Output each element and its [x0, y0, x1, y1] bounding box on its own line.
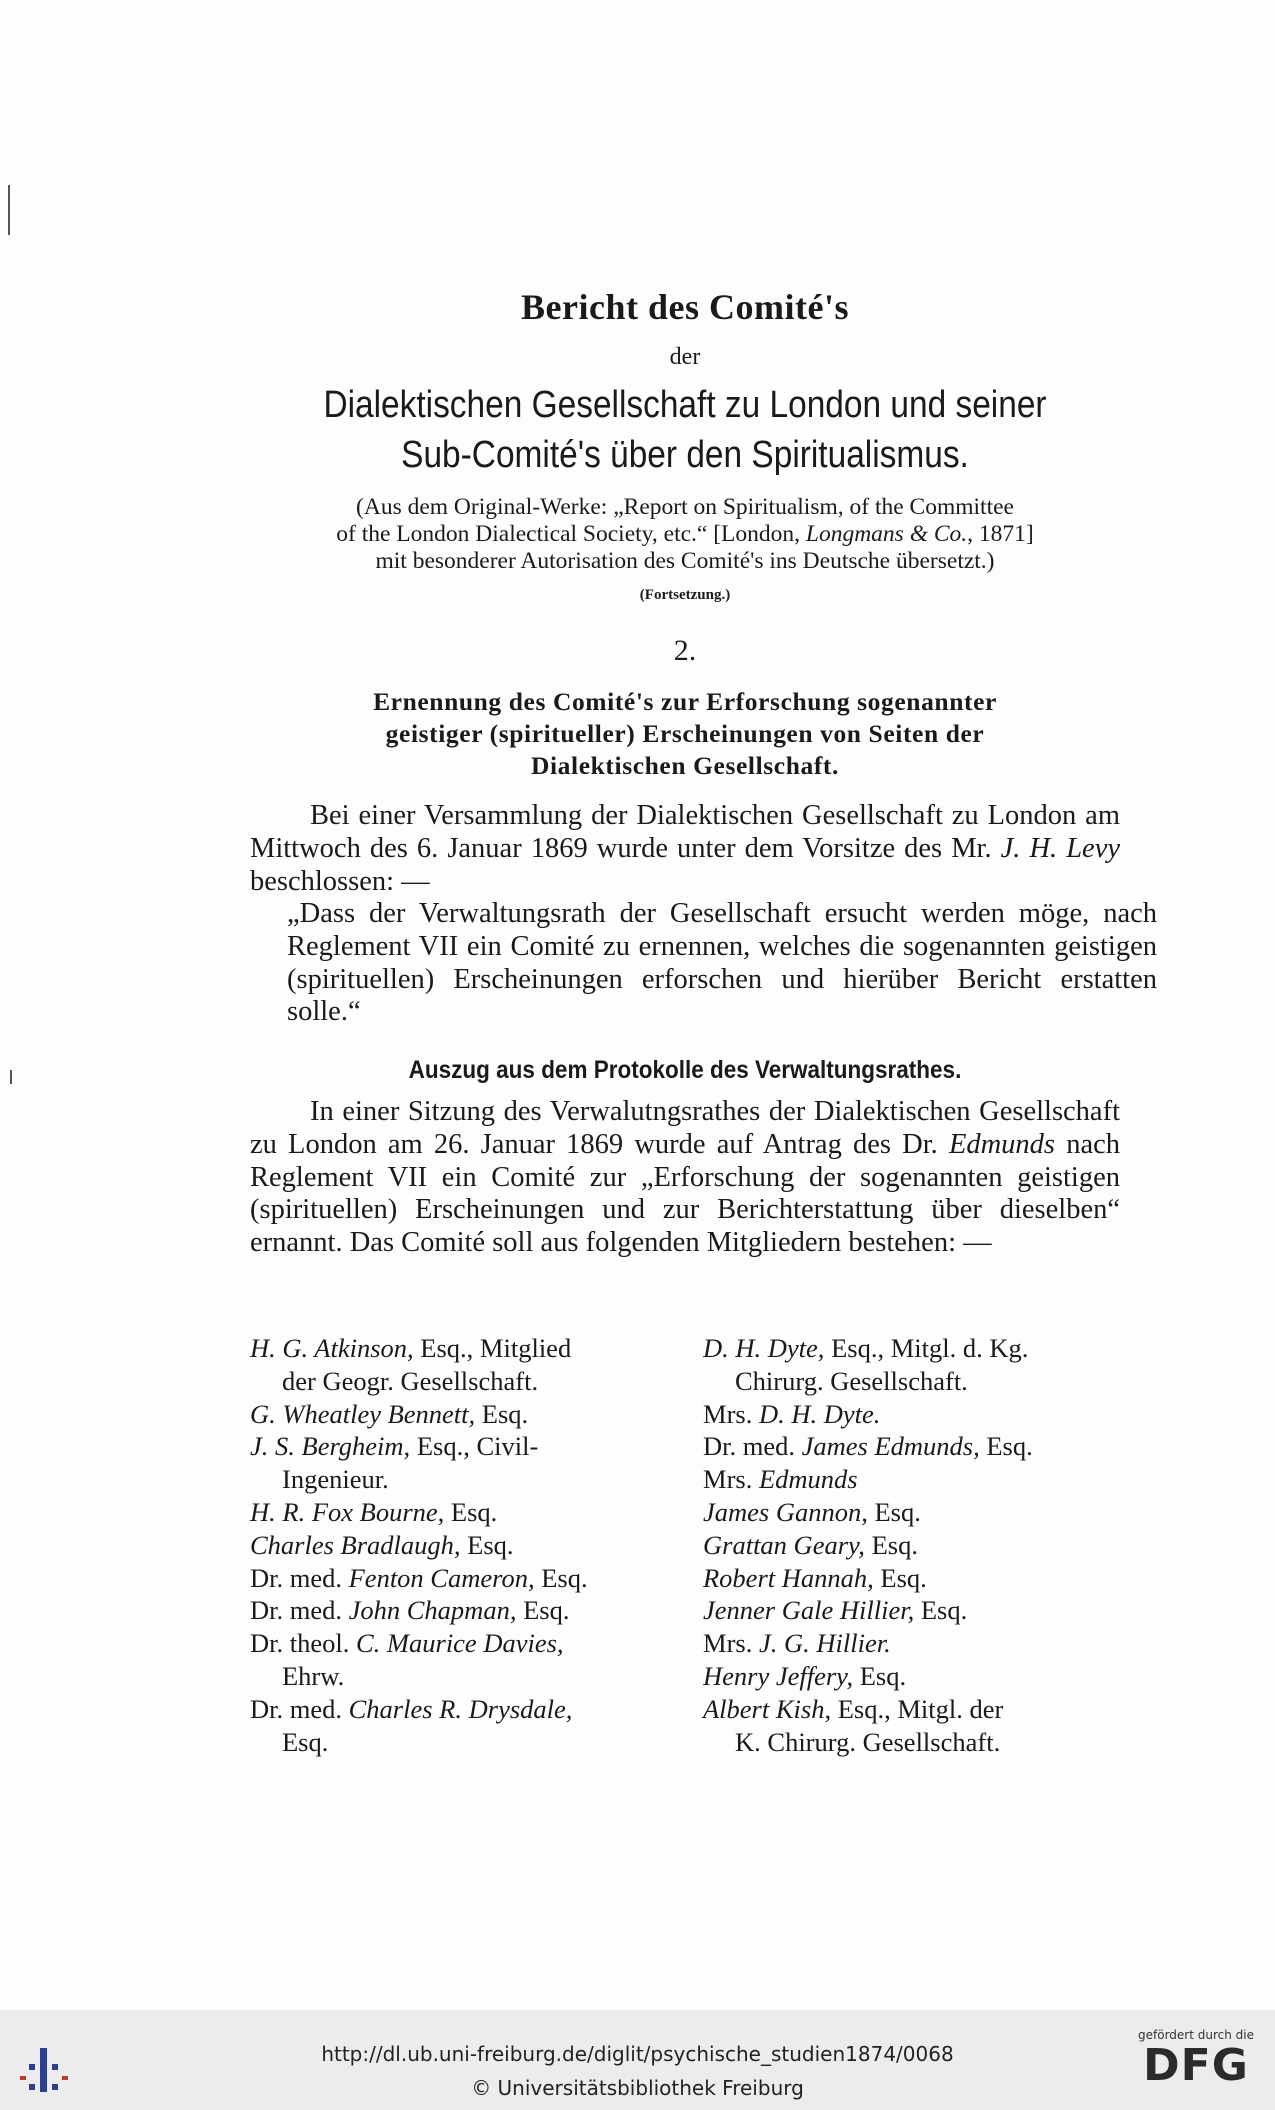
member-entry	[703, 1693, 1133, 1759]
member-suffix: Esq.	[444, 1496, 498, 1527]
scan-edge-mark	[8, 185, 10, 235]
member-name: John Chapman,	[348, 1595, 517, 1626]
member-suffix: Esq.	[534, 1562, 588, 1593]
origin-note	[250, 494, 1120, 575]
member-continuation: Ehrw.	[282, 1660, 345, 1691]
resolution-quote: „Dass der Verwaltungsrath der Gesellschaft ersucht werden möge, nach Reglement VII ein Comité zu ernennen, welches die sogenannten geistigen (spirituellen) Erscheinungen erforschen und hierüber Bericht erstatten solle.“	[287, 898, 1157, 1028]
member-entry	[703, 1594, 1133, 1627]
member-list-right-column	[703, 1332, 1133, 1758]
member-entry	[703, 1529, 1133, 1562]
paragraph-text: Bei einer Versammlung der Dialektischen Gesellschaft zu London am Mittwoch des 6. Januar 1869 wurde unter dem Vorsitze des Mr.	[250, 800, 1120, 864]
publisher-name: Longmans & Co.	[805, 521, 968, 547]
member-name: D. H. Dyte.	[758, 1398, 881, 1429]
member-suffix: Esq.	[979, 1431, 1033, 1462]
member-entry	[250, 1693, 670, 1759]
paragraph-meeting	[250, 800, 1120, 898]
member-entry	[250, 1594, 670, 1627]
funding-text: gefördert durch die	[1138, 2028, 1254, 2042]
member-suffix: Esq.	[873, 1562, 927, 1593]
origin-note-line2	[250, 521, 1120, 548]
member-name: Jenner Gale Hillier,	[703, 1595, 915, 1626]
member-entry	[703, 1398, 1133, 1431]
member-entry	[703, 1463, 1133, 1496]
continuation-note: (Fortsetzung.)	[639, 587, 731, 603]
member-name: Fenton Cameron,	[348, 1562, 535, 1593]
member-entry	[250, 1529, 670, 1562]
dfg-wordmark: DFG	[1143, 2040, 1249, 2091]
paragraph-text: beschlossen: —	[250, 865, 430, 897]
member-name: Charles R. Drysdale,	[348, 1693, 573, 1724]
article-subtitle-line2: Sub-Comité's über den Spiritualismus.	[401, 434, 969, 476]
member-entry	[703, 1627, 1133, 1660]
member-title: Mrs.	[703, 1628, 759, 1659]
member-name: J. S. Bergheim,	[250, 1431, 411, 1462]
member-suffix: Esq.	[460, 1529, 514, 1560]
article-subtitle-line1: Dialektischen Gesellschaft zu London und seiner	[323, 384, 1047, 426]
member-continuation: Ingenieur.	[282, 1464, 389, 1495]
article-title-der: der	[669, 344, 701, 370]
member-entry	[250, 1332, 670, 1398]
member-name: Henry Jeffery,	[703, 1660, 854, 1691]
copyright-notice: © Universitätsbibliothek Freiburg	[471, 2076, 804, 2100]
paragraph-protocol	[250, 1096, 1120, 1260]
origin-note-line3: mit besonderer Autorisation des Comité's ins Deutsche übersetzt.)	[375, 548, 995, 574]
member-suffix: Esq.	[853, 1660, 907, 1691]
member-continuation: Esq.	[282, 1726, 329, 1757]
member-suffix: Esq.	[516, 1595, 570, 1626]
member-continuation: Chirurg. Gesellschaft.	[735, 1365, 968, 1396]
member-name: Albert Kish,	[703, 1693, 832, 1724]
member-title: Mrs.	[703, 1464, 759, 1495]
member-entry	[703, 1660, 1133, 1693]
member-name: James Gannon,	[703, 1496, 868, 1527]
member-continuation: K. Chirurg. Gesellschaft.	[735, 1726, 1001, 1757]
member-suffix: Esq.	[864, 1529, 918, 1560]
member-suffix: Esq.	[475, 1398, 529, 1429]
member-entry	[250, 1430, 670, 1496]
member-suffix: Esq.	[867, 1496, 921, 1527]
member-name: C. Maurice Davies,	[356, 1628, 564, 1659]
member-entry	[250, 1496, 670, 1529]
member-name: Robert Hannah,	[703, 1562, 874, 1593]
origin-note-year: , 1871]	[967, 521, 1034, 547]
section-heading-line: geistiger (spiritueller) Erscheinungen von Seiten der	[385, 719, 985, 748]
member-title: Dr. med.	[250, 1562, 349, 1593]
protocol-subheading: Auszug aus dem Protokolle des Verwaltungsrathes.	[408, 1056, 962, 1084]
member-entry	[250, 1627, 670, 1693]
member-name: James Edmunds,	[801, 1431, 980, 1462]
paragraph-text: nach Reglement VII ein Comité zur „Erforschung der sogenannten geistigen (spirituellen) Erscheinungen und zur Berichterstattung über dieselben“ ernannt. Das Comité soll aus folgenden Mitgliedern bestehen: —	[250, 1128, 1120, 1259]
member-name: G. Wheatley Bennett,	[250, 1398, 476, 1429]
origin-note-line1: (Aus dem Original-Werke: „Report on Spiritualism, of the Committee	[356, 494, 1014, 520]
member-name: Grattan Geary,	[703, 1529, 865, 1560]
member-name: Charles Bradlaugh,	[250, 1529, 461, 1560]
member-suffix: Esq., Mitgl. der	[831, 1693, 1004, 1724]
member-title: Dr. theol.	[250, 1628, 356, 1659]
section-heading-line: Ernennung des Comité's zur Erforschung sogenannter	[373, 687, 997, 716]
member-name: D. H. Dyte,	[703, 1333, 825, 1363]
dfg-logo	[1131, 2028, 1261, 2090]
member-name: J. G. Hillier.	[758, 1628, 891, 1659]
scan-edge-mark	[10, 1070, 12, 1084]
chairman-name: J. H. Levy	[1000, 832, 1120, 864]
member-list-left-column	[250, 1332, 670, 1758]
member-title: Mrs.	[703, 1398, 759, 1429]
article-title: Bericht des Comité's	[521, 287, 849, 327]
member-name: H. G. Atkinson,	[250, 1333, 414, 1363]
origin-note-text: of the London Dialectical Society, etc.“ [London,	[336, 521, 806, 547]
source-url[interactable]: http://dl.ub.uni-freiburg.de/diglit/psychische_studien1874/0068	[321, 2042, 954, 2066]
member-suffix: Esq., Civil-	[410, 1431, 539, 1462]
member-entry	[703, 1430, 1133, 1463]
section-number: 2.	[673, 634, 697, 667]
paragraph-text: In einer Sitzung des Verwalutngsrathes der Dialektischen Gesellschaft zu London am 26. Januar 1869 wurde auf Antrag des Dr.	[250, 1096, 1120, 1160]
member-suffix: Esq.	[914, 1595, 968, 1626]
member-entry	[703, 1332, 1133, 1398]
member-continuation: der Geogr. Gesellschaft.	[282, 1365, 539, 1396]
section-heading	[250, 686, 1120, 782]
member-entry	[703, 1562, 1133, 1595]
member-entry	[703, 1496, 1133, 1529]
member-entry	[250, 1398, 670, 1431]
section-heading-line: Dialektischen Gesellschaft.	[530, 751, 839, 780]
member-title: Dr. med.	[703, 1431, 802, 1462]
member-entry	[250, 1562, 670, 1595]
member-name: Edmunds	[758, 1464, 858, 1495]
footer-bar	[0, 2010, 1275, 2110]
member-title: Dr. med.	[250, 1595, 349, 1626]
member-title: Dr. med.	[250, 1693, 349, 1724]
member-suffix: Esq., Mitglied	[413, 1333, 572, 1363]
member-suffix: Esq., Mitgl. d. Kg.	[824, 1333, 1029, 1363]
member-name: H. R. Fox Bourne,	[250, 1496, 445, 1527]
proposer-name: Edmunds	[948, 1128, 1056, 1160]
